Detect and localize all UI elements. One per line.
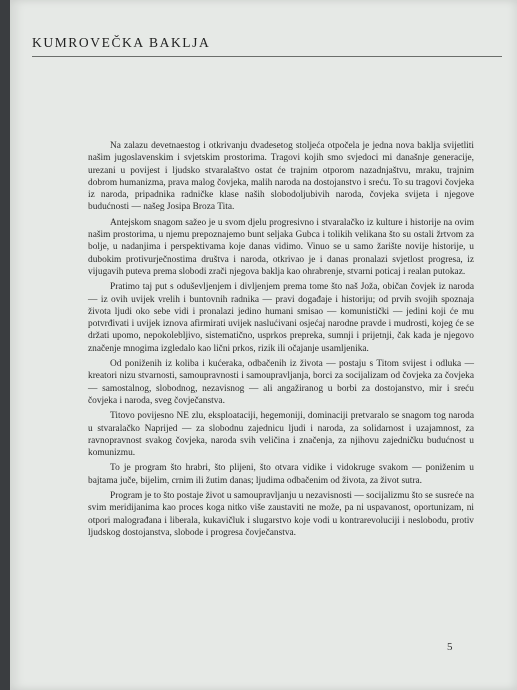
paragraph: Od poniženih iz koliba i kućeraka, odbačenih iz života — postaju s Titom svijest i odluka — kreatori nizu stvarnosti, samoupravnosti i samoupravljanja, borci za socijalizam od čovjeka za čovjeka — samostalnog, slobodnog, nezavisnog — ali angažiranog u borbi za dostojanstvo, mir i sreću čovjeka i naroda, sveg čovječanstva. — [88, 359, 474, 406]
book-page — [10, 0, 517, 690]
page-number: 5 — [447, 641, 453, 653]
paragraph: Na zalazu devetnaestog i otkrivanju dvadesetog stoljeća otpočela je jedna nova baklja svijetliti našim jugoslavenskim i svjetskim prostorima. Tragovi kojih smo svjedoci mi današnje generacije, urezani u povijest i ljudsko stvaralaštvo ostat će trajnim otporom nazadnjaštvu, mraku, trajnim dobrom humanizma, prava malog čovjeka, malih naroda na dostojanstvo i sreću. To su tragovi čovjeka iz naroda, pripadnika radničke klase naših slobodoljubivih naroda, čovjeka svijeta i njegove budućnosti — našeg Josipa Broza Tita. — [88, 141, 474, 213]
title-rule — [32, 56, 502, 57]
body-text — [88, 140, 474, 542]
paragraph: Program je to što postaje život u samoupravljanju u nezavisnosti — socijalizmu što se susreće na svim meridijanima kao proces koga nitko više zaustaviti ne može, pa ni uspavanost, oportunizam, ni otpori malograđana i liberala, kukavičluk i slugarstvo koje vodi u kontrarevoluciji i neslobodu, protiv ljudskog dostojanstva, slobode i progresa čovječanstva. — [88, 491, 474, 538]
paragraph: Pratimo taj put s oduševljenjem i divljenjem prema tome što naš Joža, običan čovjek iz naroda — iz ovih uvijek vrelih i buntovnih radnika — pravi događaje i historiju; od prvih svojih spoznaja života ljudi oko sebe vidi i pronalazi jedino humani smisao — komunistički — jedini koji će mu potvrđivati i uvijek iznova afirmirati uvijek naslućivani osjećaj narodne pravde i mudrosti, kojeg će se držati upomo, nepokolebljivo, sistematično, usprkos prepreka, sumnji i prijetnji, čak kada je njegovo značenje mnogima izgledalo kao lični prkos, rizik ili očajanje usamljenika. — [88, 282, 474, 354]
chapter-title: KUMROVEČKA BAKLJA — [32, 35, 211, 50]
paragraph: To je program što hrabri, što plijeni, što otvara vidike i vidokruge svakom — poniženim u bajtama juče, bijelim, crnim ili žutim danas; ljudima odbačenim od života, za život sutra. — [88, 463, 474, 486]
paragraph: Antejskom snagom sažeo je u svom djelu progresivno i stvaralačko iz kulture i historije na ovim našim prostorima, u njemu prepoznajemo bunt seljaka Gubca i tolikih velikana što su ostali žrtvom za bolje, u nadanjima i perspektivama koje danas vidimo. Vinuo se u samo žarište novije historije, u dubokim protivurječnostima društva i naroda, otkrivao je i danas pronalazi svjetlost progresa, iz vijugavih puteva prema slobodi zrači njegova baklja kao ohrabrenje, stvarni poticaj i realan putokaz. — [88, 217, 474, 277]
paragraph: Titovo povijesno NE zlu, eksploataciji, hegemoniji, dominaciji pretvaralo se snagom tog naroda u stvaralačko Naprijed — za slobodnu zajednicu ljudi i naroda, za solidarnost i uzajamnost, za ravnopravnost svakog čovjeka, naroda svih veličina i značenja, za njihovu zajedničku budućnost u komunizmu. — [88, 411, 474, 459]
